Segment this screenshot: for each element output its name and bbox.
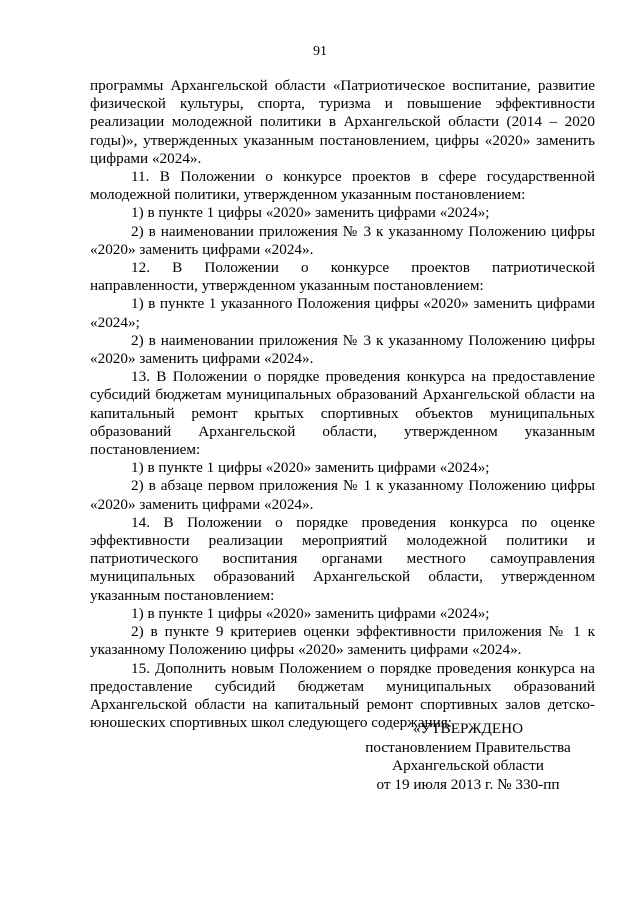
document-body xyxy=(90,77,595,732)
approval-title: «УТВЕРЖДЕНО xyxy=(412,720,524,737)
paragraph: 2) в пункте 9 критериев оценки эффективности приложения № 1 к указанному Положению цифры «2020» заменить цифрами «2024». xyxy=(90,623,595,659)
paragraph: 11. В Положении о конкурсе проектов в сфере государственной молодежной политики, утвержденном указанным постановлением: xyxy=(90,168,595,204)
paragraph: 13. В Положении о порядке проведения конкурса на предоставление субсидий бюджетам муниципальных образований Архангельской области на капитальный ремонт крытых спортивных объектов муниципальных образований Архангельской области, утвержденном указанным постановлением: xyxy=(90,368,595,459)
approval-date-number: от 19 июля 2013 г. № 330-пп xyxy=(376,775,560,793)
paragraph: 12. В Положении о конкурсе проектов патриотической направленности, утвержденном указанным постановлением: xyxy=(90,259,595,295)
paragraph: программы Архангельской области «Патриотическое воспитание, развитие физической культуры, спорта, туризма и повышение эффективности реализации молодежной политики в Архангельской области (2014 – 2020 годы)», утвержденных указанным постановлением, цифры «2020» заменить цифрами «2024». xyxy=(90,77,595,167)
paragraph: 15. Дополнить новым Положением о порядке проведения конкурса на предоставление субсидий бюджетам муниципальных образований Архангельской области на капитальный ремонт спортивных залов детско-юношеских спортивных школ следующего содержания: xyxy=(90,659,595,732)
paragraph: 2) в наименовании приложения № 3 к указанному Положению цифры «2020» заменить цифрами «2024». xyxy=(90,222,595,258)
approval-region: Архангельской области xyxy=(392,757,544,775)
paragraph: 1) в пункте 1 цифры «2020» заменить цифрами «2024»; xyxy=(131,204,490,222)
paragraph: 1) в пункте 1 цифры «2020» заменить цифрами «2024»; xyxy=(131,604,490,622)
paragraph: 2) в наименовании приложения № 3 к указанному Положению цифры «2020» заменить цифрами «2024». xyxy=(90,331,595,368)
paragraph: 14. В Положении о порядке проведения конкурса по оценке эффективности реализации мероприятий молодежной политики и патриотического воспитания органами местного самоуправления муниципальных образований Архангельской области, утвержденном указанным постановлением: xyxy=(90,513,595,604)
approval-authority: постановлением Правительства xyxy=(365,738,571,756)
paragraph: 1) в пункте 1 указанного Положения цифры «2020» заменить цифрами «2024»; xyxy=(90,295,595,331)
approval-block xyxy=(355,720,581,794)
page-number: 91 xyxy=(313,44,327,59)
paragraph: 1) в пункте 1 цифры «2020» заменить цифрами «2024»; xyxy=(131,459,490,477)
paragraph: 2) в абзаце первом приложения № 1 к указанному Положению цифры «2020» заменить цифрами «2024». xyxy=(90,477,595,513)
